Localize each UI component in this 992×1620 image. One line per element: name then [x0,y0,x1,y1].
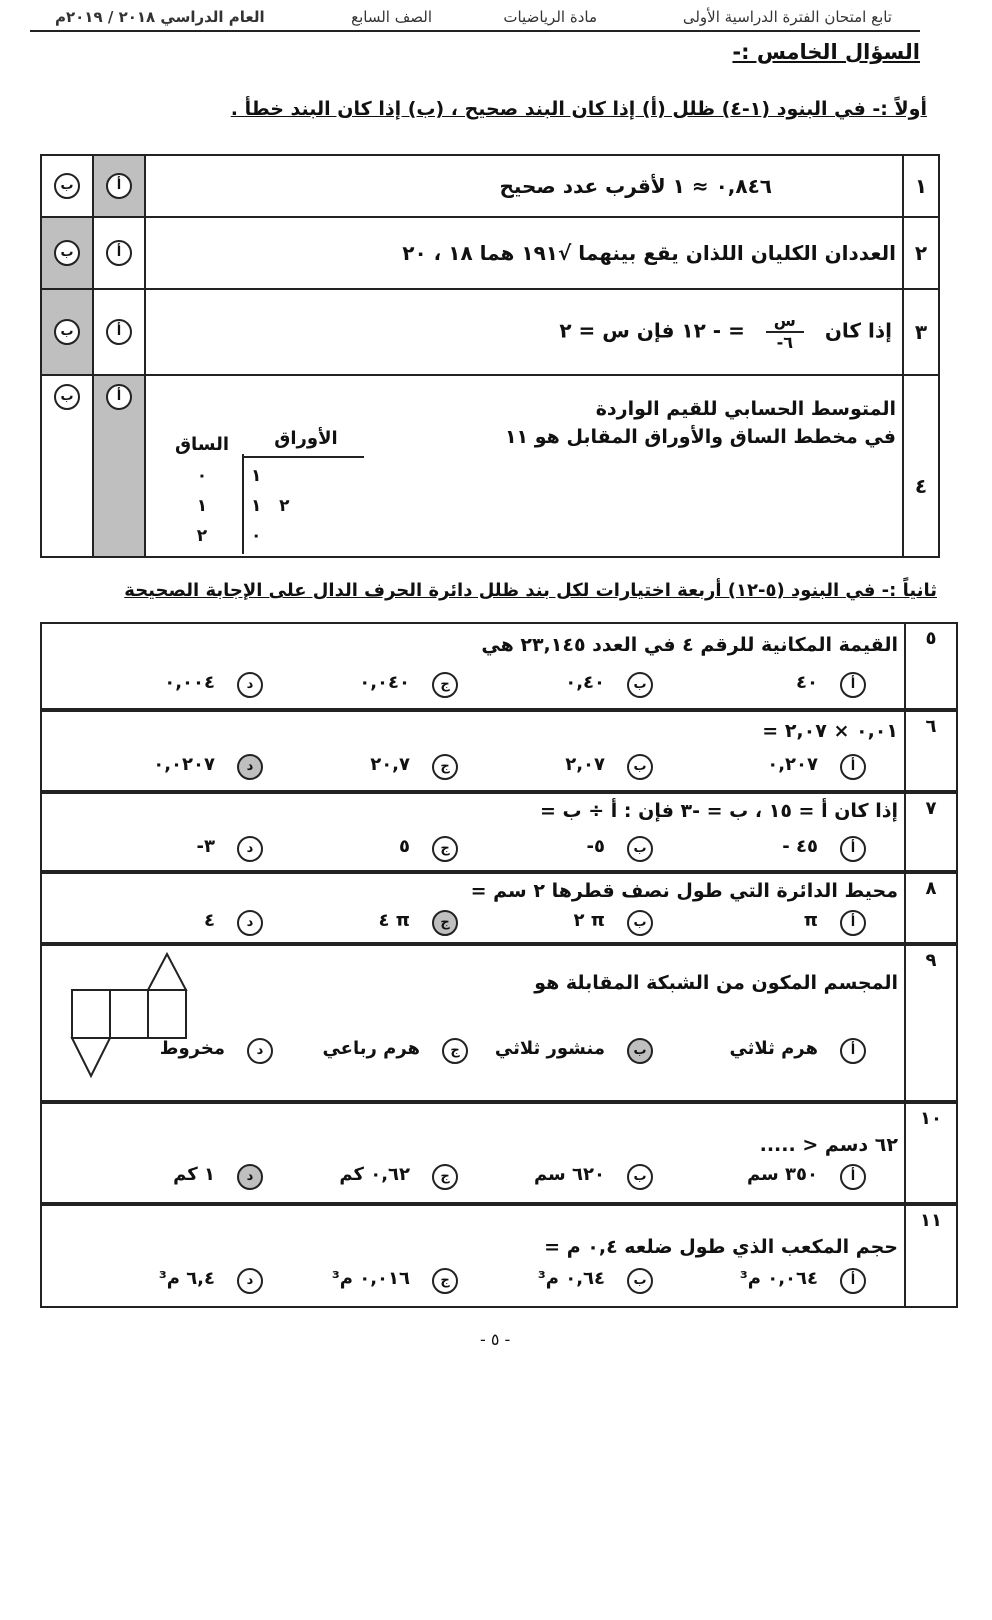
choice-a-circle[interactable]: أ [106,240,132,266]
option-letter-circle[interactable]: أ [840,910,866,936]
option-letter-circle[interactable]: ب [627,1268,653,1294]
option-3[interactable] [339,1164,458,1190]
option-4[interactable] [204,910,263,936]
option-3[interactable] [399,836,458,862]
mcq-row [40,1204,958,1308]
number-column-divider [904,1206,906,1306]
stem-value: ١ [196,496,208,516]
option-1[interactable] [782,836,866,862]
option-text: منشور ثلاثي [494,1038,605,1059]
mcq-row [40,792,958,872]
number-column-divider [904,1104,906,1202]
option-text: ٤ [204,910,215,931]
option-3[interactable] [359,672,458,698]
header-subject: مادة الرياضيات [503,8,597,26]
choice-b-circle[interactable]: ب [54,173,80,199]
mcq-row [40,872,958,944]
option-text: ٤٥ - [782,836,818,857]
mcq-row [40,944,958,1102]
item-4-line2: في مخطط الساق والأوراق المقابل هو ١١ [504,426,896,448]
item-3-suffix: = - ١٢ فإن س = ٢ [559,318,745,343]
option-text: ٦,٤ م³ [158,1268,215,1289]
choice-b-cell[interactable] [41,217,93,289]
option-letter-circle[interactable]: د [237,672,263,698]
fraction-denominator: ٦- [776,333,794,352]
net-face [110,990,148,1038]
choice-a-cell[interactable] [93,217,145,289]
item-4-number: ٤ [903,375,939,557]
option-3[interactable] [378,910,458,936]
question-text: حجم المكعب الذي طول ضلعه ٠,٤ م = [544,1236,898,1258]
question-text: المجسم المكون من الشبكة المقابلة هو [534,972,898,994]
option-letter-circle[interactable]: أ [840,672,866,698]
item-1-number: ١ [903,155,939,217]
option-text: ٤٠ [796,672,818,693]
net-face [72,990,110,1038]
option-text: ٠,٢٠٧ [767,754,818,775]
option-1[interactable] [804,910,866,936]
option-letter-circle[interactable]: ب [627,754,653,780]
option-letter-circle[interactable]: ب [627,1038,653,1064]
option-text: ٠,٠٦٤ م³ [739,1268,818,1289]
fraction-numerator: س [766,311,804,333]
question-number: ٦ [925,716,937,737]
question-text: ٦٢ دسم < ..... [759,1134,898,1156]
option-2[interactable] [538,1268,653,1294]
option-3[interactable] [332,1268,458,1294]
part1-instruction: أولاً :- في البنود (١-٤) ظلل (أ) إذا كان البند صحيح ، (ب) إذا كان البند خطأ . [230,98,927,120]
header-rule [30,30,920,32]
leaf-values: ١ [251,466,262,486]
option-letter-circle[interactable]: ج [432,672,458,698]
leaf-values: ٠ [251,526,262,546]
option-letter-circle[interactable]: د [237,1164,263,1190]
prism-net-diagram [70,952,200,1092]
option-letter-circle[interactable]: أ [840,1268,866,1294]
option-letter-circle[interactable]: د [237,836,263,862]
section-title: السؤال الخامس :- [732,40,920,64]
option-letter-circle[interactable]: د [247,1038,273,1064]
part2-instruction: ثانياً :- في البنود (٥-١٢) أربعة اختيارات لكل بند ظلل دائرة الحرف الدال على الإجابة الصحيحة [124,580,937,601]
option-2[interactable] [587,836,653,862]
question-text: ٠,٠١ × ٢,٠٧ = [762,720,898,742]
item-3-text [145,289,903,375]
option-4[interactable] [153,754,263,780]
option-text: ٠,٠٤٠ [359,672,410,693]
option-letter-circle[interactable]: د [237,1268,263,1294]
choice-a-circle[interactable]: أ [106,319,132,345]
option-text: هرم ثلاثي [729,1038,818,1059]
option-2[interactable] [565,754,653,780]
option-3[interactable] [322,1038,468,1064]
option-letter-circle[interactable]: د [237,754,263,780]
option-2[interactable] [495,1038,653,1064]
option-letter-circle[interactable]: أ [840,754,866,780]
item-3-number: ٣ [903,289,939,375]
option-text: هرم رباعي [322,1038,420,1059]
choice-b-circle[interactable]: ب [54,384,80,410]
question-number: ٥ [925,628,937,649]
option-2[interactable] [534,1164,653,1190]
mcq-row [40,710,958,792]
choice-b-cell[interactable] [41,155,93,217]
item-4-line1: المتوسط الحسابي للقيم الواردة [595,398,896,420]
net-face [72,1038,110,1076]
option-1[interactable] [740,1268,866,1294]
option-text: ٢٠,٧ [370,754,410,775]
number-column-divider [904,794,906,870]
option-letter-circle[interactable]: ج [432,1268,458,1294]
item-2-text: العددان الكليان اللذان يقع بينهما √١٩١ هما ١٨ ، ٢٠ [145,217,903,289]
option-letter-circle[interactable]: ب [627,1164,653,1190]
option-letter-circle[interactable]: ج [432,754,458,780]
item-1-text: ٠,٨٤٦ ≈ ١ لأقرب عدد صحيح [145,155,903,217]
option-letter-circle[interactable]: ج [432,910,458,936]
option-1[interactable] [729,1038,866,1064]
option-text: π ٢ [573,910,605,931]
question-number: ٩ [925,950,937,971]
number-column-divider [904,712,906,790]
leaf-header: الأوراق [274,428,338,449]
choice-b-circle[interactable]: ب [54,319,80,345]
option-text: ٣- [196,836,215,857]
question-text: محيط الدائرة التي طول نصف قطرها ٢ سم = [470,880,898,902]
option-text: مخروط [159,1038,225,1059]
choice-b-circle[interactable]: ب [54,240,80,266]
header-exam: تابع امتحان الفترة الدراسية الأولى [682,8,892,26]
option-text: ٢,٠٧ [565,754,605,775]
option-letter-circle[interactable]: ب [627,672,653,698]
option-2[interactable] [565,672,653,698]
stem-divider [242,454,244,554]
option-letter-circle[interactable]: ب [627,836,653,862]
option-text: ٠,٠٢٠٧ [153,754,215,775]
choice-a-circle[interactable]: أ [106,384,132,410]
option-4[interactable] [173,1164,263,1190]
option-text: ٠,٠٠٤ [164,672,215,693]
stem-header: الساق [174,434,230,455]
question-text: إذا كان أ = ١٥ ، ب = -٣ فإن : أ ÷ ب = [540,800,898,822]
choice-a-cell[interactable] [93,155,145,217]
option-text: ٠,٦٢ كم [339,1164,410,1185]
number-column-divider [904,946,906,1100]
item-3-prefix: إذا كان [824,318,892,343]
question-number: ٨ [925,878,937,899]
question-number: ١١ [920,1210,942,1231]
page-number: - ٥ - [480,1330,511,1349]
option-2[interactable] [573,910,653,936]
item-2-number: ٢ [903,217,939,289]
mcq-row [40,1102,958,1204]
option-letter-circle[interactable]: د [237,910,263,936]
question-text: القيمة المكانية للرقم ٤ في العدد ٢٣,١٤٥ هي [481,634,898,656]
item-3-fraction [766,311,804,353]
question-number: ٧ [925,798,937,819]
option-letter-circle[interactable]: ب [627,910,653,936]
option-3[interactable] [370,754,458,780]
option-letter-circle[interactable]: ج [432,1164,458,1190]
option-4[interactable] [197,836,263,862]
header-grade: الصف السابع [351,8,432,26]
option-text: ١ كم [173,1164,215,1185]
option-4[interactable] [159,1268,263,1294]
item-4-content [145,375,903,557]
header-year: العام الدراسي ٢٠١٨ / ٢٠١٩م [55,8,265,26]
option-text: ٥ [399,836,410,857]
leaf-values: ٢ ١ [251,496,290,516]
number-column-divider [904,624,906,708]
option-text: ٣٥٠ سم [746,1164,818,1185]
option-text: ٠,٦٤ م³ [537,1268,605,1289]
option-letter-circle[interactable]: ج [442,1038,468,1064]
choice-b-cell[interactable] [41,289,93,375]
leaf-rule [244,456,364,458]
stem-leaf-plot [166,426,366,556]
option-1[interactable] [747,1164,866,1190]
stem-value: ٢ [196,526,208,546]
option-text: π [803,910,818,931]
option-1[interactable] [796,672,866,698]
option-text: π ٤ [378,910,410,931]
option-letter-circle[interactable]: أ [840,1164,866,1190]
option-text: ٦٢٠ سم [533,1164,605,1185]
option-letter-circle[interactable]: ج [432,836,458,862]
net-face [148,990,186,1038]
true-false-table [40,154,940,558]
option-1[interactable] [767,754,866,780]
option-letter-circle[interactable]: أ [840,836,866,862]
option-text: ٠,٤٠ [565,672,605,693]
question-number: ١٠ [920,1108,942,1129]
mcq-row [40,622,958,710]
option-text: ٠,٠١٦ م³ [331,1268,410,1289]
choice-a-cell[interactable] [93,375,145,557]
stem-value: ٠ [196,466,208,486]
option-text: ٥- [586,836,605,857]
choice-a-circle[interactable]: أ [106,173,132,199]
option-letter-circle[interactable]: أ [840,1038,866,1064]
number-column-divider [904,874,906,942]
option-4[interactable] [164,672,263,698]
choice-a-cell[interactable] [93,289,145,375]
net-face [148,954,186,990]
choice-b-cell[interactable] [41,375,93,557]
